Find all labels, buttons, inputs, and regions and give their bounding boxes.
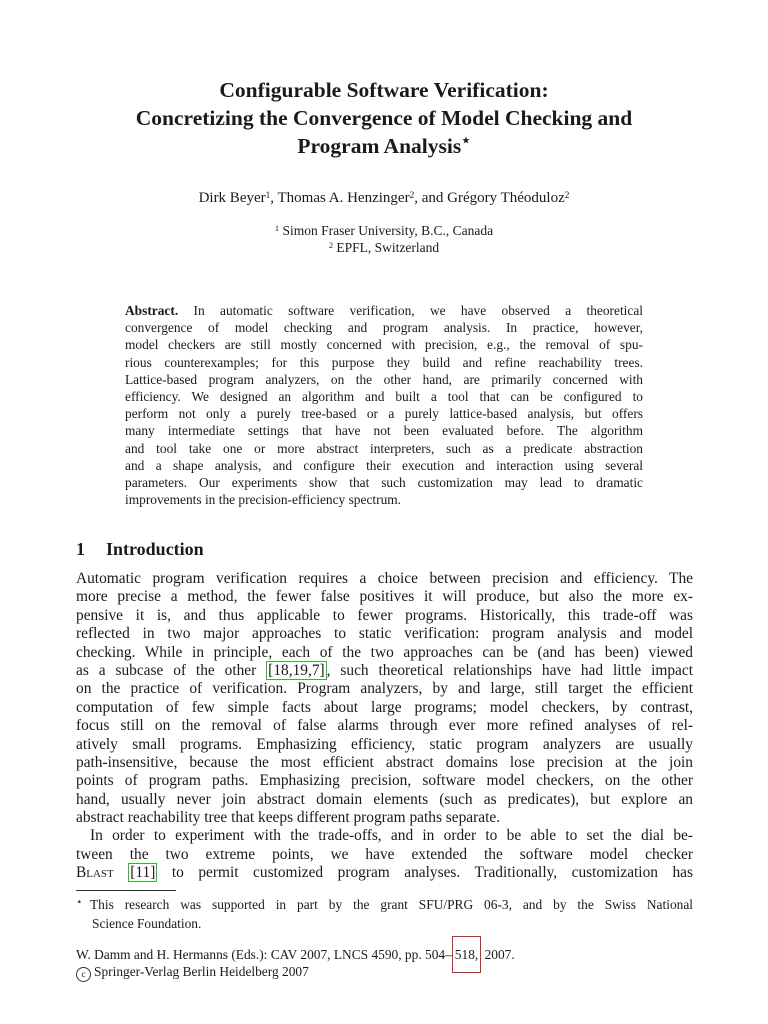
author-theoduloz: Grégory Théoduloz — [447, 190, 565, 206]
body-line: pensive it is, and thus applicable to fewer programs. Historically, this trade-off was — [76, 606, 693, 624]
abstract-line: rious counterexamples; for this purpose they build and refine reachability trees. — [125, 354, 643, 370]
footnote-rule — [76, 890, 176, 891]
abstract-line: convergence of model checking and program analysis. In practice, however, — [125, 320, 643, 336]
citation-link[interactable]: 7 — [311, 661, 320, 679]
copyright-line — [76, 963, 693, 982]
abstract-line: model checkers are still mostly concerned with precision, e.g., the removal of spu- — [125, 337, 643, 353]
abstract-line-text: In automatic software verification, we have observed a theoretical — [178, 303, 643, 318]
footnote-marker: ⋆ — [76, 896, 83, 909]
author-sep: , and — [414, 190, 448, 206]
affiliation-2-mark: 2 — [328, 241, 334, 251]
abstract-line — [125, 302, 643, 319]
abstract-line: parameters. Our experiments show that such customization may lead to dramatic — [125, 474, 643, 490]
paper-title — [60, 76, 708, 163]
publication-info — [76, 946, 693, 982]
section-title: Introduction — [106, 539, 204, 559]
section-number: 1 — [76, 539, 85, 559]
author-henzinger-affil: 2 — [409, 190, 415, 201]
body-line: atively small programs. Emphasizing efficiency, static program analyzers are usually — [76, 735, 693, 753]
abstract — [125, 302, 643, 508]
affiliation-1-text: Simon Fraser University, B.C., Canada — [282, 223, 494, 238]
title-line-1: Configurable Software Verification: — [219, 78, 549, 102]
body-line: more precise a method, the fewer false positives it will produce, but also the more ex- — [76, 588, 693, 606]
section-heading — [76, 538, 204, 560]
tool-name-blast: Blast — [76, 864, 114, 882]
affiliation-2-text: EPFL, Switzerland — [336, 240, 440, 255]
title-line-3 — [60, 132, 708, 163]
copyright-icon: c — [76, 967, 91, 982]
abstract-line: efficiency. We designed an algorithm and built a tool that can be configured to — [125, 388, 643, 404]
affiliations — [0, 222, 768, 256]
author-list — [0, 188, 768, 208]
footnote-line — [76, 896, 693, 915]
author-theoduloz-affil: 2 — [564, 190, 570, 201]
affiliation-2 — [0, 239, 768, 256]
author-beyer-affil: 1 — [265, 190, 271, 201]
citation-link-number[interactable]: 11 — [135, 864, 151, 882]
abstract-line: and a shape analysis, and configure their execution and interaction using several — [125, 457, 643, 473]
citation-group-link[interactable]: [18,19,7] — [268, 661, 325, 679]
title-line-2: Concretizing the Convergence of Model Checking and — [135, 106, 633, 130]
body-line: points of program paths. Emphasizing precision, software model checkers, on the other — [76, 772, 693, 790]
body-line: reflected in two major approaches to static verification: program analysis and model — [76, 625, 693, 643]
author-henzinger: Thomas A. Henzinger — [277, 190, 410, 206]
abstract-line: Lattice-based program analyzers, on the other hand, are primarily concerned with — [125, 371, 643, 387]
author-beyer: Dirk Beyer — [198, 190, 266, 206]
citation-link[interactable]: 19 — [292, 661, 308, 679]
body-line: Automatic program verification requires a choice between precision and efficiency. The — [76, 570, 693, 587]
abstract-label: Abstract. — [125, 303, 179, 318]
title-line-3-text: Program Analysis — [297, 134, 462, 158]
body-line: on the practice of verification. Program analyzers, by and large, still target the efficient — [76, 680, 693, 698]
body-line: focus still on the removal of false alarms through ever more refined analyses of rel- — [76, 717, 693, 735]
body-line-text: as a subcase of the other — [76, 661, 267, 679]
affiliation-1-mark: 1 — [274, 224, 280, 234]
body-line: tween the two extreme points, we have extended the software model checker — [76, 845, 693, 863]
title-footnote-marker[interactable]: ⋆ — [461, 133, 471, 150]
affiliation-1 — [0, 222, 768, 239]
citation-link[interactable]: [11] — [130, 864, 156, 882]
page-range-end-highlight: 518, — [452, 936, 481, 973]
body-line: computation of few simple facts about large programs; model checkers, by contrast, — [76, 698, 693, 716]
body-line — [76, 864, 693, 882]
author-sep: , — [270, 190, 278, 206]
body-line-text: , such theoretical relationships have had little impact — [326, 661, 693, 679]
citation-year: 2007. — [481, 947, 515, 962]
footnote-text: This research was supported in part by the grant SFU/PRG 06-3, and by the Swiss National — [90, 897, 693, 912]
copyright-text: Springer-Verlag Berlin Heidelberg 2007 — [94, 964, 309, 979]
abstract-line: improvements in the precision-efficiency spectrum. — [125, 492, 402, 508]
abstract-line: perform not only a purely tree-based or a purely lattice-based analysis, but offers — [125, 406, 643, 422]
citation-line — [76, 946, 693, 963]
abstract-line: and tool take one or more abstract interpreters, such as a predicate abstraction — [125, 440, 643, 456]
body-line: In order to experiment with the trade-offs, and in order to be able to set the dial be- — [90, 827, 693, 845]
body-line — [76, 662, 693, 680]
citation-link[interactable]: 18 — [273, 661, 289, 679]
body-text — [76, 570, 693, 883]
abstract-line: many intermediate settings that have not been evaluated before. The algorithm — [125, 423, 643, 439]
body-line: hand, usually never join abstract domain elements (such as predicates), but explore an — [76, 790, 693, 808]
footnote — [76, 896, 693, 932]
body-line: checking. While in principle, each of the two approaches can be (and has been) viewed — [76, 643, 693, 661]
body-line: path-insensitive, because the most efficient abstract domains lose precision at the join — [76, 753, 693, 771]
citation-text: W. Damm and H. Hermanns (Eds.): CAV 2007, LNCS 4590, pp. 504– — [76, 947, 452, 962]
body-line: abstract reachability tree that keeps different program paths separate. — [76, 809, 501, 827]
body-line-text: to permit customized program analyses. Traditionally, customization has — [157, 864, 693, 882]
footnote-line: Science Foundation. — [92, 916, 202, 931]
